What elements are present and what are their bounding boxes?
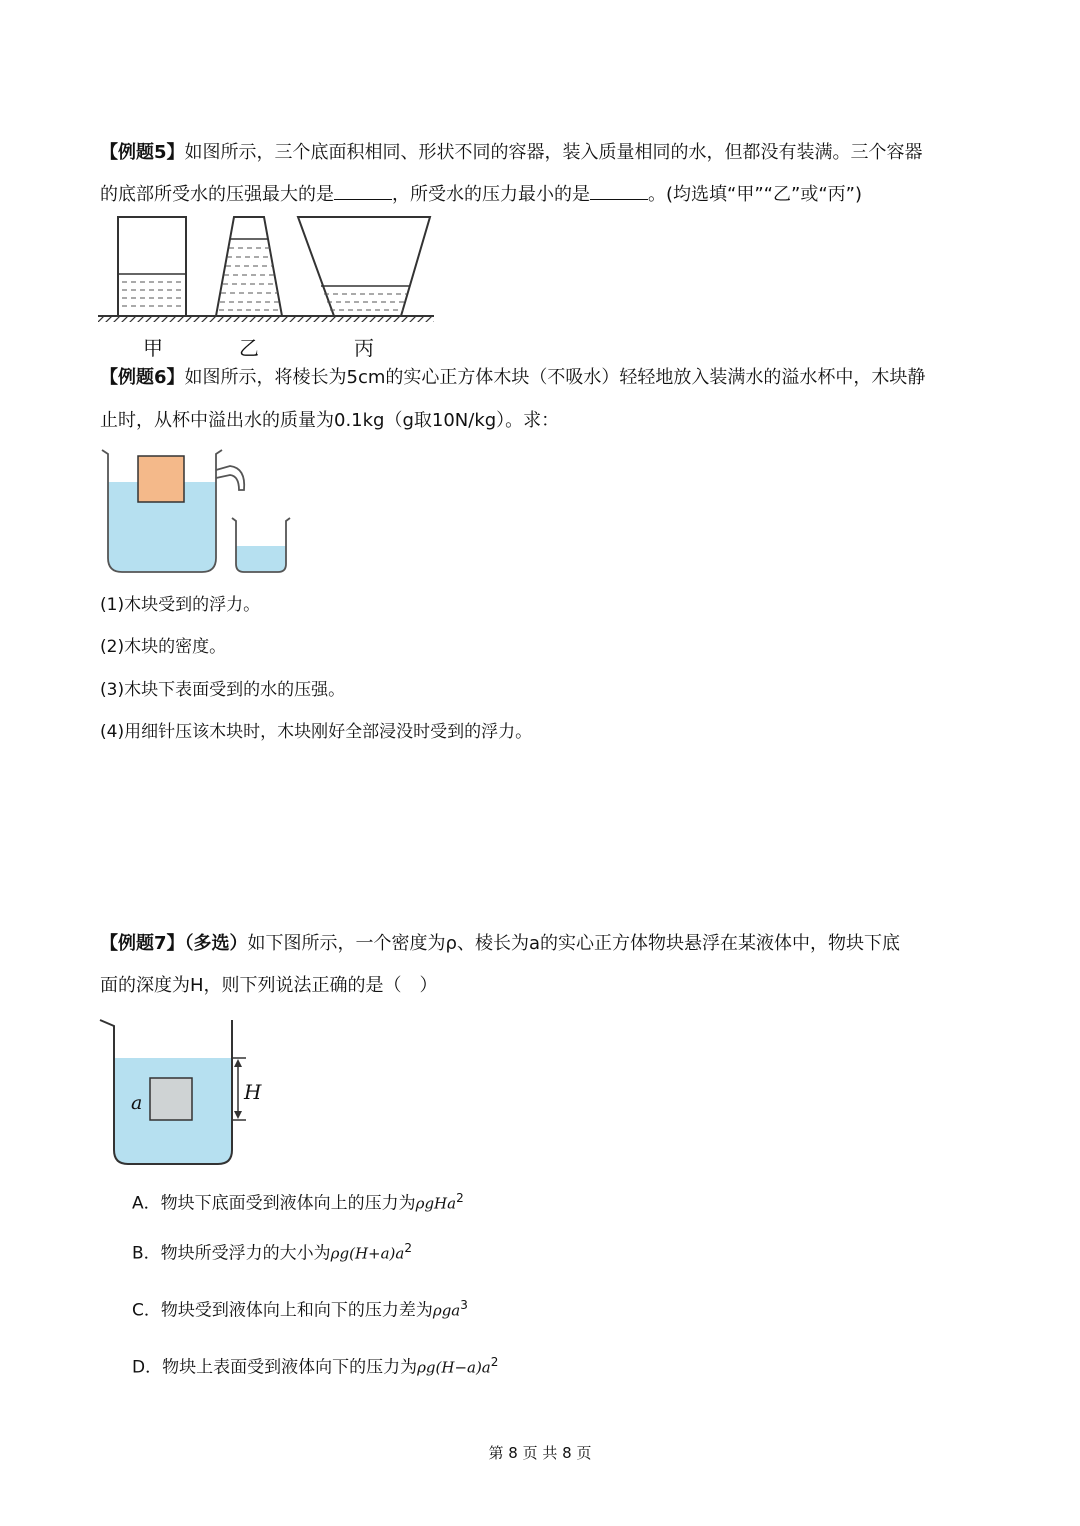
option-b[interactable] bbox=[132, 1236, 412, 1266]
ex7-text1: 如下图所示，一个密度为ρ、棱长为a的实心正方体物块悬浮在某液体中，物块下底 bbox=[247, 933, 900, 954]
answer-blank-1[interactable] bbox=[334, 183, 392, 200]
ex5-line1 bbox=[100, 141, 923, 165]
overflow-cup-figure bbox=[98, 446, 298, 578]
option-d-text: D．物块上表面受到液体向下的压力为 bbox=[132, 1357, 418, 1378]
option-b-exp: 2 bbox=[404, 1241, 412, 1255]
ex7-line2: 面的深度为H，则下列说法正确的是（ ） bbox=[100, 975, 438, 996]
option-c[interactable] bbox=[132, 1293, 468, 1323]
ex6-text1: 如图所示，将棱长为5cm的实心正方体木块（不吸水）轻轻地放入装满水的溢水杯中，木块静 bbox=[184, 367, 926, 388]
option-a-text: A．物块下底面受到液体向上的压力为 bbox=[132, 1193, 416, 1214]
ex6-question-3: (3)木块下表面受到的水的压强。 bbox=[100, 680, 346, 700]
container-yi bbox=[216, 217, 282, 316]
page-footer: 第 8 页 共 8 页 bbox=[488, 1444, 592, 1462]
option-d[interactable] bbox=[132, 1350, 498, 1380]
ex6-question-2: (2)木块的密度。 bbox=[100, 637, 227, 657]
suspended-block bbox=[150, 1078, 192, 1120]
label-bing: 丙 bbox=[354, 336, 374, 360]
label-yi: 乙 bbox=[239, 336, 259, 360]
option-c-formula: ρga bbox=[432, 1301, 461, 1320]
container-jia bbox=[118, 217, 186, 316]
container-bing bbox=[298, 217, 430, 316]
ex7-tag: 【例题7】（多选） bbox=[100, 933, 248, 954]
label-H: H bbox=[244, 1080, 262, 1104]
ex6-tag: 【例题6】 bbox=[100, 367, 185, 388]
ex5-line2 bbox=[100, 183, 862, 207]
option-c-text: C．物块受到液体向上和向下的压力差为 bbox=[132, 1300, 433, 1321]
ex5-text2b: ，所受水的压力最小的是 bbox=[392, 184, 590, 205]
ex5-tag: 【例题5】 bbox=[100, 142, 185, 163]
option-a-exp: 2 bbox=[456, 1191, 464, 1205]
option-b-text: B．物块所受浮力的大小为 bbox=[132, 1243, 331, 1264]
ex6-line1 bbox=[100, 366, 925, 390]
ex6-question-1: (1)木块受到的浮力。 bbox=[100, 595, 261, 615]
ex5-text2a: 的底部所受水的压强最大的是 bbox=[100, 184, 334, 205]
option-d-formula: ρg(H−a)a bbox=[417, 1358, 491, 1377]
option-d-exp: 2 bbox=[490, 1355, 499, 1369]
label-a: a bbox=[131, 1092, 143, 1114]
option-a[interactable] bbox=[132, 1186, 464, 1216]
label-jia: 甲 bbox=[143, 336, 163, 360]
ex5-text1: 如图所示，三个底面积相同、形状不同的容器，装入质量相同的水，但都没有装满。三个容器 bbox=[184, 142, 923, 163]
ex6-question-4: (4)用细针压该木块时，木块刚好全部浸没时受到的浮力。 bbox=[100, 722, 533, 742]
answer-blank-2[interactable] bbox=[590, 183, 648, 200]
option-a-formula: ρgHa bbox=[415, 1194, 457, 1213]
ex5-text2c: 。(均选填“甲”“乙”或“丙”) bbox=[648, 184, 862, 205]
wood-block bbox=[138, 456, 184, 502]
ex6-line2: 止时，从杯中溢出水的质量为0.1kg（g取10N/kg）。求： bbox=[100, 410, 560, 431]
ex7-line1 bbox=[100, 932, 900, 956]
option-c-exp: 3 bbox=[460, 1298, 468, 1312]
option-b-formula: ρg(H+a)a bbox=[330, 1244, 405, 1263]
